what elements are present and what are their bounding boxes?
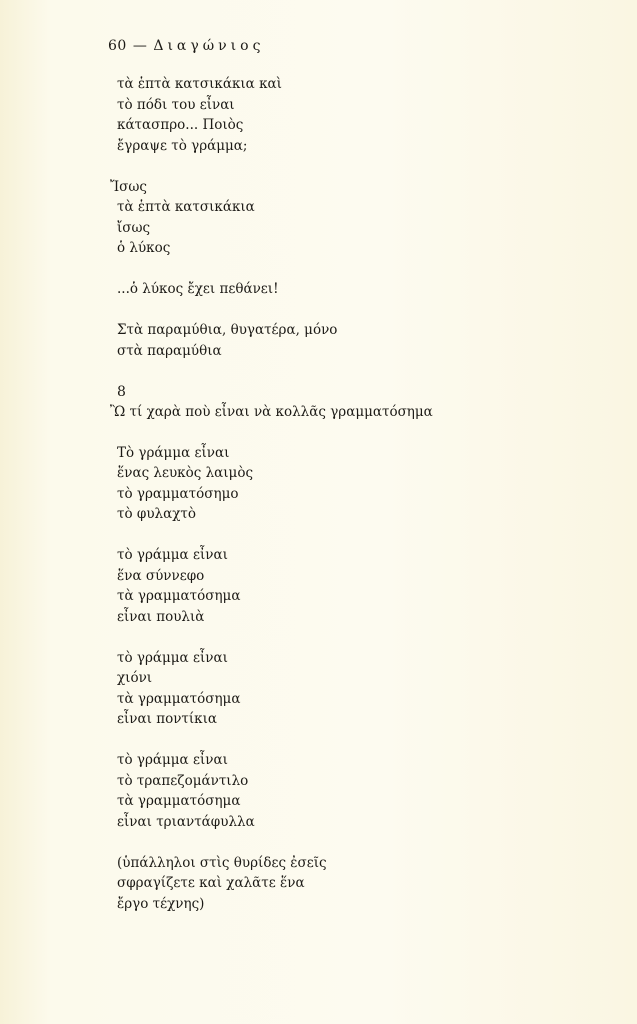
poem-line: εἶναι ποντίκια — [117, 711, 218, 727]
poem-line: τὰ ἑπτὰ κατσικάκια καὶ — [117, 76, 282, 92]
stanza — [117, 648, 617, 730]
poem-line: εἶναι πουλιὰ — [117, 608, 205, 625]
poem-line: ἔγραψε τὸ γράμμα; — [117, 137, 248, 154]
running-header — [108, 38, 264, 54]
stanza — [117, 320, 617, 361]
poem-line: στὰ παραμύθια — [117, 342, 222, 359]
stanza-gap — [117, 156, 617, 177]
poem-line: χιόνι — [117, 670, 153, 686]
poem-line: Τὸ γράμμα εἶναι — [117, 444, 230, 461]
poem-line: εἶναι τριαντάφυλλα — [117, 813, 255, 830]
stanza-gap — [117, 259, 617, 280]
poem-body — [110, 74, 617, 914]
running-title: Διαγώνιος — [153, 38, 265, 54]
poem-line: τὰ γραμματόσημα — [117, 588, 241, 604]
poem-line: τὰ ἑπτὰ κατσικάκια — [117, 199, 255, 215]
poem-line: Στὰ παραμύθια, θυγατέρα, μόνο — [117, 322, 338, 338]
poem-line: τὸ γράμμα εἶναι — [117, 752, 228, 768]
poem-line: τὸ φυλαχτὸ — [117, 506, 196, 522]
poem-line: (ὑπάλληλοι στὶς θυρίδες ἐσεῖς — [117, 854, 327, 871]
poem-line: ἕνα σύννεφο — [117, 567, 205, 584]
section-number: 8 — [117, 383, 126, 400]
stanza — [117, 279, 617, 300]
stanza-gap — [117, 627, 617, 648]
stanza-gap — [117, 525, 617, 546]
header-separator: — — [132, 38, 148, 54]
page-number: 60 — [108, 38, 127, 54]
section-gap — [117, 361, 617, 382]
stanza — [117, 545, 617, 627]
poem-line: ὁ λύκος — [117, 240, 171, 256]
section-opening-line: Ὢ τί χαρὰ ποὺ εἶναι νὰ κολλᾶς γραμματόσημα — [110, 403, 433, 420]
poem-line: ἕνας λευκὸς λαιμὸς — [117, 465, 254, 481]
poem-line: τὸ γράμμα εἶναι — [117, 649, 228, 666]
stanza-gap — [117, 832, 617, 853]
poem-line: τὸ τραπεζομάντιλο — [117, 772, 249, 789]
poem-line: τὰ γραμματόσημα — [117, 793, 241, 809]
stanza — [117, 750, 617, 832]
stanza-gap — [117, 730, 617, 751]
poem-line: ...ὁ λύκος ἔχει πεθάνει! — [117, 281, 279, 297]
poem-line: τὸ γραμματόσημο — [117, 485, 239, 502]
poem-line: Ἴσως — [110, 178, 147, 195]
stanza-gap — [117, 300, 617, 321]
stanza-gap — [117, 422, 617, 443]
poem-line: κάτασπρο... Ποιὸς — [117, 117, 244, 133]
stanza — [117, 74, 617, 156]
poem-line: ἔργο τέχνης) — [117, 895, 205, 912]
poem-line: ἴσως — [117, 219, 151, 236]
poem-line: σφραγίζετε καὶ χαλᾶτε ἕνα — [117, 875, 305, 891]
poem-line: τὰ γραμματόσημα — [117, 690, 241, 707]
poem-line: τὸ πόδι του εἶναι — [117, 96, 235, 113]
stanza — [110, 177, 617, 259]
poem-line: τὸ γράμμα εἶναι — [117, 547, 228, 563]
stanza — [117, 443, 617, 525]
stanza — [117, 853, 617, 915]
